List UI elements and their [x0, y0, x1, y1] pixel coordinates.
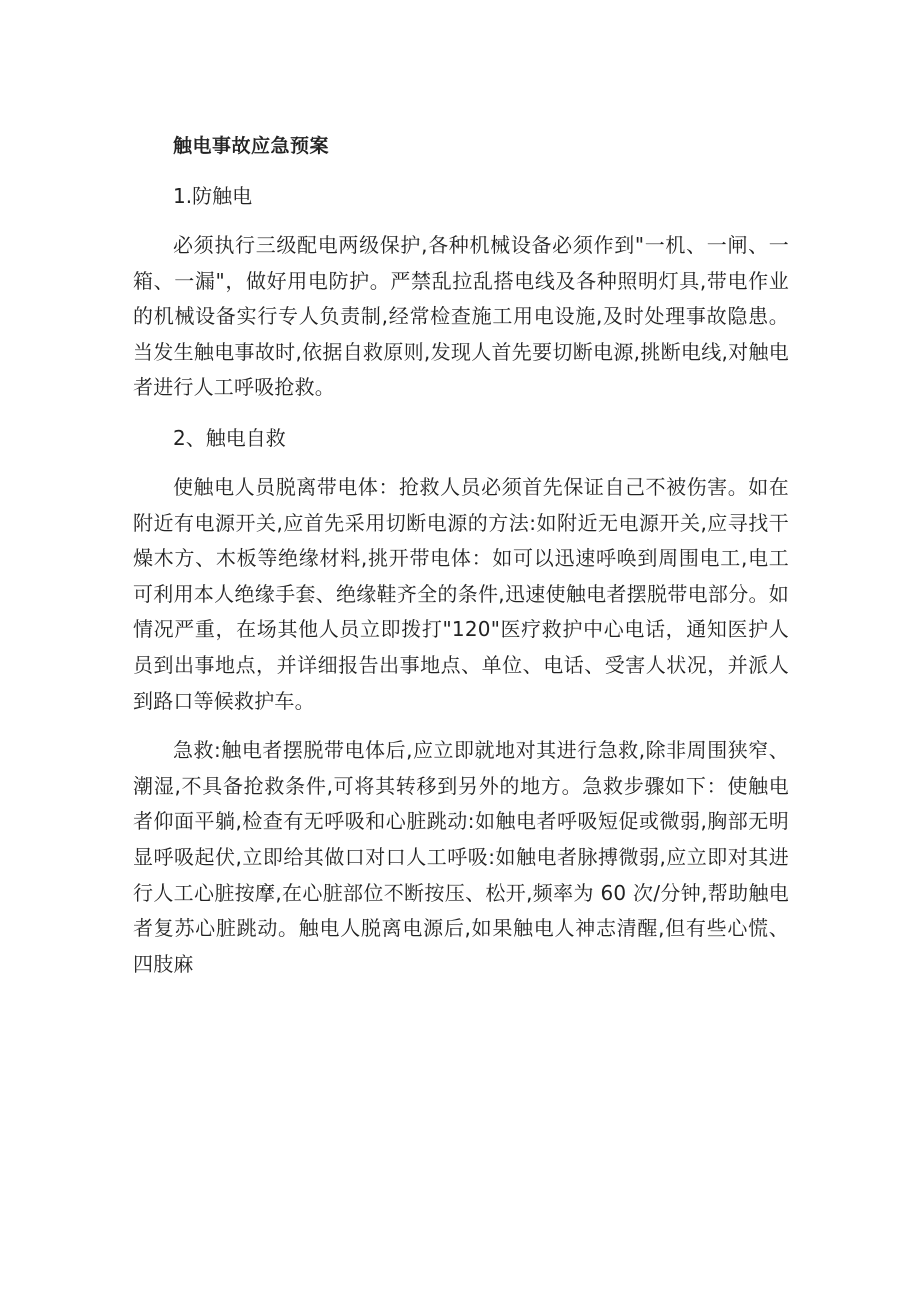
paragraph-prevention: 必须执行三级配电两级保护,各种机械设备必须作到"一机、一闸、一箱、一漏"，做好用电防护。严禁乱拉乱搭电线及各种照明灯具,带电作业的机械设备实行专人负责制,经常检查施工用电设施,及时处理事故隐患。当发生触电事故时,依据自救原则,发现人首先要切断电源,挑断电线,对触电者进行人工呼吸抢救。	[133, 233, 789, 400]
paragraph-detach-from-power: 使触电人员脱离带电体：抢救人员必须首先保证自己不被伤害。如在附近有电源开关,应首先采用切断电源的方法:如附近无电源开关,应寻找干燥木方、木板等绝缘材料,挑开带电体：如可以迅速呼唤到周围电工,电工可利用本人绝缘手套、绝缘鞋齐全的条件,迅速使触电者摆脱带电部分。如情况严重，在场其他人员立即拨打"120"医疗救护中心电话，通知医护人员到出事地点，并详细报告出事地点、单位、电话、受害人状况，并派人到路口等候救护车。	[133, 474, 789, 713]
section-heading-self-rescue: 2、触电自救	[173, 425, 286, 450]
paragraph-first-aid: 急救:触电者摆脱带电体后,应立即就地对其进行急救,除非周围狭窄、潮湿,不具备抢救条件,可将其转移到另外的地方。急救步骤如下：使触电者仰面平躺,检查有无呼吸和心脏跳动:如触电者呼吸短促或微弱,胸部无明显呼吸起伏,立即给其做口对口人工呼吸:如触电者脉搏微弱,应立即对其进行人工心脏按摩,在心脏部位不断按压、松开,频率为 60 次/分钟,帮助触电者复苏心脏跳动。触电人脱离电源后,如果触电人神志清醒,但有些心慌、四肢麻	[133, 738, 789, 976]
section-heading-prevention: 1.防触电	[173, 184, 253, 208]
document-title: 触电事故应急预案	[173, 135, 330, 157]
document-body	[133, 128, 789, 996]
